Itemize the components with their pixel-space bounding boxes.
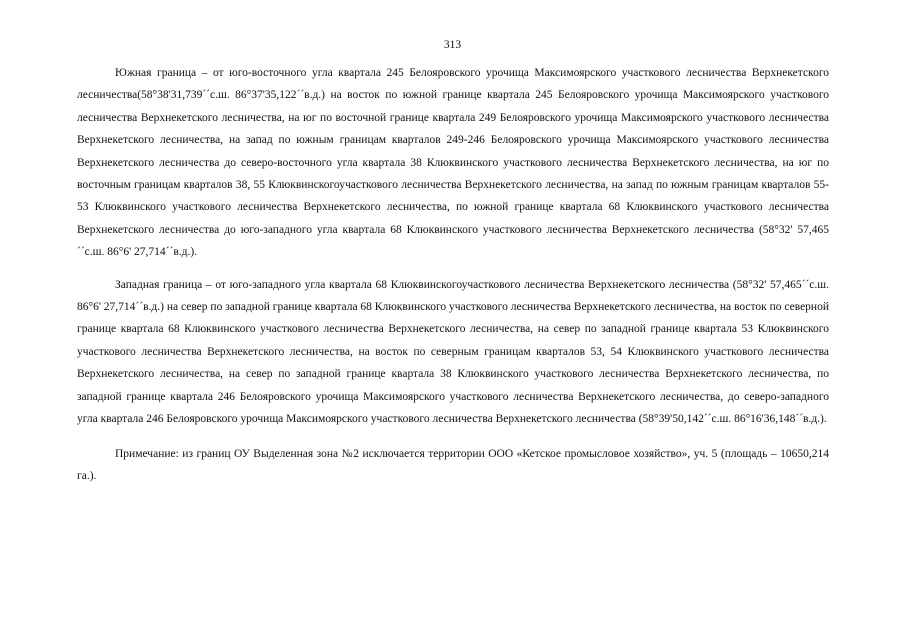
paragraph-south-boundary: Южная граница – от юго-восточного угла квартала 245 Белояровского урочища Максимоярского участкового лесничества Верхнекетского лесничества(58°38'31,739´´с.ш. 86°37'35,122´´в.д.) на восток по южной границе квартала 245 Белояровского урочища Максимоярского участкового лесничества Верхнекетского лесничества, на юг по восточной границе квартала 249 Белояровского урочища Максимоярского участкового лесничества Верхнекетского лесничества, на запад по южным границам кварталов 249-246 Белояровского урочища Максимоярского участкового лесничества Верхнекетского лесничества до северо-восточного угла квартала 38 Клюквинского участкового лесничества Верхнекетского лесничества, на юг по восточным границам кварталов 38, 55 Клюквинскогоучасткового лесничества Верхнекетского лесничества, на запад по южным границам кварталов 55-53 Клюквинского участкового лесничества Верхнекетского лесничества, по южной границе квартала 68 Клюквинского участкового лесничества Верхнекетского лесничества до юго-западного угла квартала 68 Клюквинского участкового лесничества Верхнекетского лесничества (58°32' 57,465´´с.ш. 86°6' 27,714´´в.д.). xyxy=(77,67,829,259)
paragraph-note: Примечание: из границ ОУ Выделенная зона №2 исключается территории ООО «Кетское промысловое хозяйство», уч. 5 (площадь – 10650,214 га.). xyxy=(77,447,829,482)
paragraph-west-boundary: Западная граница – от юго-западного угла квартала 68 Клюквинскогоучасткового лесничества Верхнекетского лесничества (58°32' 57,465´´с.ш. 86°6' 27,714´´в.д.) на север по западной границе квартала 68 Клюквинского участкового лесничества Верхнекетского лесничества, на восток по северной границе квартала 68 Клюквинского участкового лесничества Верхнекетского лесничества, на север по западной границе квартала 53 Клюквинского участкового лесничества Верхнекетского лесничества, на восток по северным границам кварталов 53, 54 Клюквинского участкового лесничества Верхнекетского лесничества, на север по западной границе квартала 38 Клюквинского участкового лесничества Верхнекетского лесничества, по западной границе квартала 246 Белояровского урочища Максимоярского участкового лесничества Верхнекетского лесничества, до северо-западного угла квартала 246 Белояровского урочища Максимоярского участкового лесничества Верхнекетского лесничества (58°39'50,142´´с.ш. 86°16'36,148´´в.д.). xyxy=(77,278,829,426)
page-number: 313 xyxy=(443,39,462,51)
document-body xyxy=(77,62,829,487)
